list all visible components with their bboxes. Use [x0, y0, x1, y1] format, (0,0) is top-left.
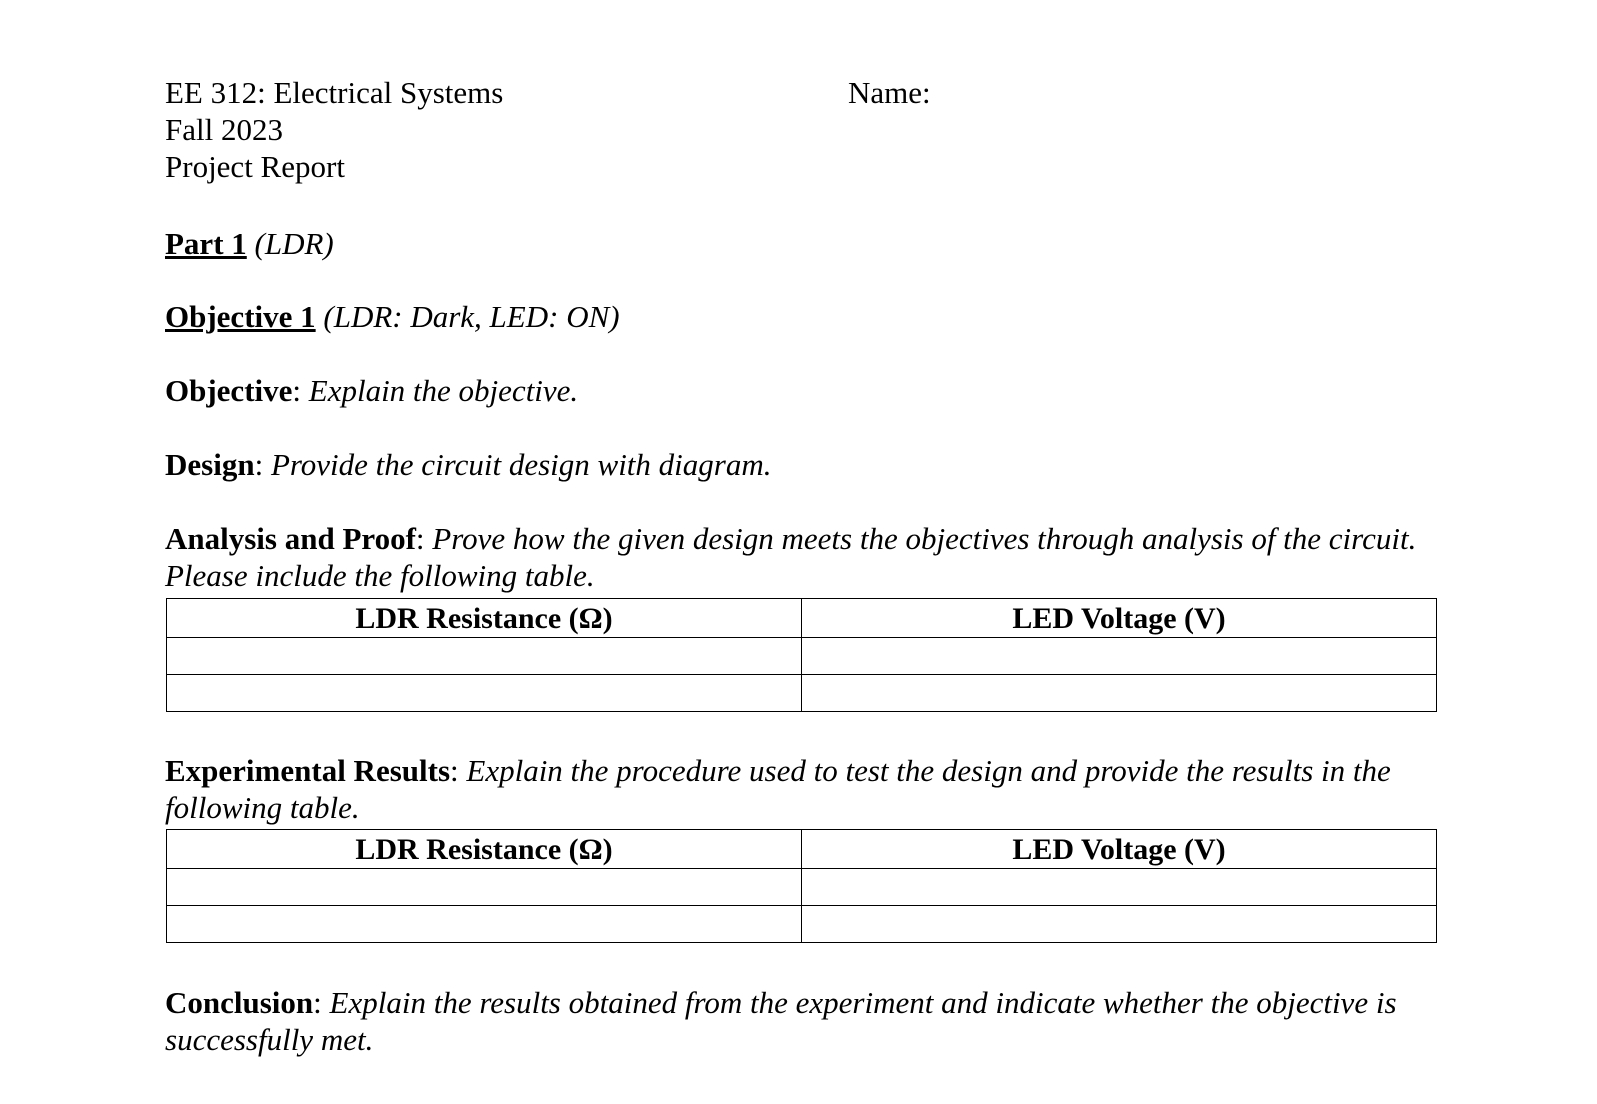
conclusion-section: Conclusion: Explain the results obtained from the experiment and indicate whether the objective is successfully met.: [165, 985, 1397, 1057]
table-row: [167, 869, 1437, 906]
table-row: [167, 638, 1437, 675]
conclusion-label: Conclusion: [165, 985, 314, 1020]
part-suffix: (LDR): [254, 226, 334, 261]
table-cell[interactable]: [167, 638, 802, 675]
table-cell[interactable]: [167, 869, 802, 906]
design-section: Design: Provide the circuit design with diagram.: [165, 447, 772, 482]
analysis-section: Analysis and Proof: Prove how the given design meets the objectives through analysis of the circuit. Please include the following table.: [165, 521, 1417, 593]
document-header: [165, 74, 785, 185]
objective-heading-suffix: (LDR: Dark, LED: ON): [323, 299, 620, 334]
table-cell[interactable]: [802, 906, 1437, 943]
analysis-table: [166, 598, 1437, 712]
design-text: Provide the circuit design with diagram.: [270, 447, 772, 482]
objective-heading-label: Objective 1: [165, 299, 316, 334]
name-label: Name:: [848, 75, 931, 110]
conclusion-text: Explain the results obtained from the experiment and indicate whether the objective is successfully met.: [165, 985, 1397, 1057]
table-row: [167, 906, 1437, 943]
experimental-text: Explain the procedure used to test the design and provide the results in the following table.: [165, 753, 1391, 825]
table-cell[interactable]: [802, 869, 1437, 906]
analysis-text: Prove how the given design meets the objectives through analysis of the circuit. Please include the following table.: [165, 521, 1417, 593]
table-cell[interactable]: [802, 675, 1437, 712]
column-header-led-voltage: LED Voltage (V): [802, 599, 1437, 638]
column-header-ldr-resistance: LDR Resistance (Ω): [167, 830, 802, 869]
document-type: Project Report: [165, 149, 345, 184]
design-label: Design: [165, 447, 255, 482]
objective-label: Objective: [165, 373, 293, 408]
objective-section: Objective: Explain the objective.: [165, 373, 579, 408]
term: Fall 2023: [165, 112, 283, 147]
analysis-label: Analysis and Proof: [165, 521, 416, 556]
course-title: EE 312: Electrical Systems: [165, 75, 504, 110]
part-heading: [165, 225, 334, 262]
table-header-row: [167, 599, 1437, 638]
table-row: [167, 675, 1437, 712]
objective-heading: [165, 298, 620, 335]
experimental-section: Experimental Results: Explain the procedure used to test the design and provide the results in the following table.: [165, 753, 1391, 825]
part-label: Part 1: [165, 226, 247, 261]
objective-text: Explain the objective.: [308, 373, 579, 408]
table-cell[interactable]: [802, 638, 1437, 675]
table-cell[interactable]: [167, 675, 802, 712]
column-header-ldr-resistance: LDR Resistance (Ω): [167, 599, 802, 638]
table-header-row: [167, 830, 1437, 869]
column-header-led-voltage: LED Voltage (V): [802, 830, 1437, 869]
experimental-label: Experimental Results: [165, 753, 451, 788]
experimental-table: [166, 829, 1437, 943]
table-cell[interactable]: [167, 906, 802, 943]
